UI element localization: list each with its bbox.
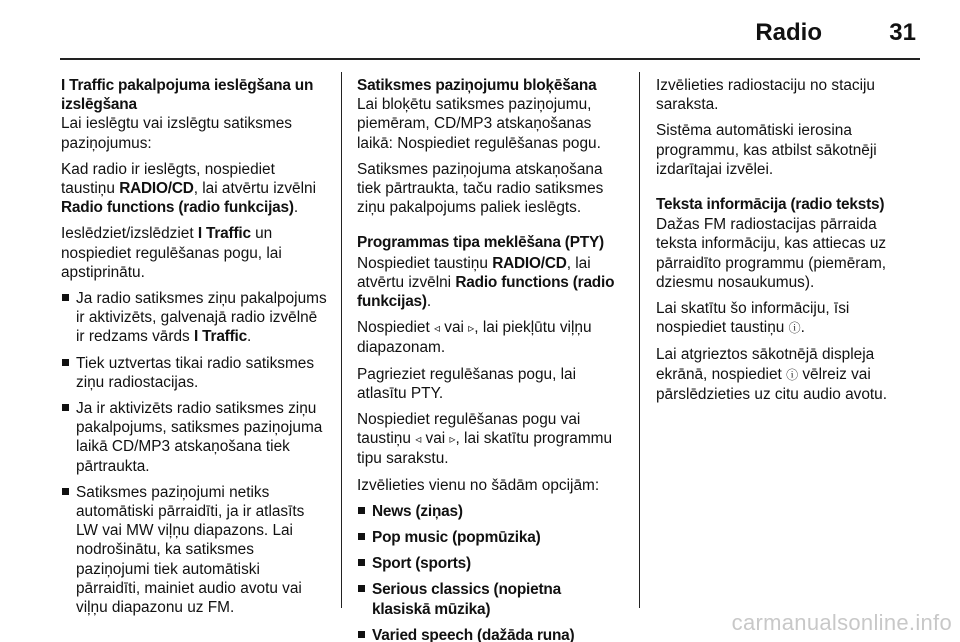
bullet-square-icon (62, 294, 69, 301)
bullet-item (61, 289, 327, 347)
option-item (357, 626, 623, 642)
page-header (60, 0, 920, 64)
bullet-square-icon (62, 359, 69, 366)
text: . (293, 199, 299, 217)
option-label: Sport (sports) (372, 555, 471, 573)
paragraph: Satiksmes paziņojuma atskaņošana tiek pārtraukta, taču radio satiksmes ziņu pakalpojums paliek ieslēgts. (357, 160, 604, 217)
option-label: Varied speech (dažāda runa) (372, 626, 575, 642)
info-icon: ⓘ (788, 321, 801, 336)
text: , lai atvērtu izvēlni (357, 254, 591, 291)
info-icon: ⓘ (786, 367, 799, 382)
bullet-square-icon (358, 533, 365, 540)
column-divider-2 (639, 72, 640, 608)
text: Satiksmes paziņojumi netiks automātiski pārraidīti, ja ir atlasīts LW vai MW viļņu diapazons. Lai nodrošinātu, ka satiksmes paziņojumi tiek automātiski pārraidīti, mainiet audio avotu vai viļņu diapazonu uz FM. (76, 483, 305, 617)
bullet-square-icon (62, 488, 69, 495)
page-number: 31 (889, 19, 916, 46)
text: , lai piekļūtu viļņu diapazonam. (357, 319, 592, 357)
option-item (357, 502, 623, 521)
paragraph (61, 224, 327, 282)
paragraph (656, 345, 922, 404)
option-item (357, 528, 623, 547)
text: Ja ir aktivizēts radio satiksmes ziņu pakalpojums, satiksmes paziņojuma laikā CD/MP3 atskaņošana tiek pārtraukta. (76, 400, 323, 475)
bullet-square-icon (358, 585, 365, 592)
paragraph: Pagrieziet regulēšanas pogu, lai atlasītu PTY. (357, 365, 577, 402)
section-heading-traffic: I Traffic pakalpojuma ieslēgšana un izslēgšana (61, 77, 314, 114)
text: Nospiediet regulēšanas pogu vai taustiņu (357, 411, 581, 448)
section-heading-blocking: Satiksmes paziņojumu bloķēšana (357, 77, 597, 94)
column-3 (656, 76, 922, 411)
column-1 (61, 76, 327, 624)
button-name: RADIO/CD (492, 254, 567, 272)
right-arrow-icon: ▹ (468, 321, 475, 336)
menu-name: Radio functions (radio funkcijas) (357, 273, 615, 311)
text: , lai atvērtu izvēlni (193, 180, 317, 198)
text: Ja radio satiksmes ziņu pakalpojums ir aktivizēts, galvenajā radio izvēlnē ir redzams vārds (76, 290, 327, 346)
menu-name: Radio functions (radio funkcijas) (61, 199, 294, 217)
text: . (426, 293, 432, 311)
text: vai (440, 319, 469, 337)
paragraph (656, 299, 922, 338)
bullet-square-icon (358, 559, 365, 566)
section-heading-radio-text: Teksta informācija (radio teksts) (656, 196, 885, 214)
option-label: Serious classics (nopietna klasiskā mūzika) (372, 581, 561, 618)
option-item (357, 554, 623, 573)
paragraph: Lai bloķētu satiksmes paziņojumu, piemēram, CD/MP3 atskaņošanas laikā: Nospiediet regulēšanas pogu. (357, 96, 601, 152)
setting-name: I Traffic (194, 328, 247, 346)
text: Nospiediet (357, 319, 434, 337)
section-heading-pty: Programmas tipa meklēšana (PTY) (357, 234, 604, 252)
bullet-item (61, 354, 327, 392)
text: Lai skatītu šo informāciju, īsi nospiediet taustiņu (656, 300, 850, 337)
text: vēlreiz vai pārslēdzieties uz citu audio avotu. (656, 365, 887, 403)
header-rule (60, 58, 920, 60)
paragraph: Lai ieslēgtu vai izslēgtu satiksmes paziņojumus: (61, 115, 292, 152)
text: Kad radio ir ieslēgts, nospiediet taustiņu (61, 160, 275, 198)
column-divider-1 (341, 72, 342, 608)
bullet-square-icon (62, 404, 69, 411)
paragraph (357, 410, 623, 469)
text: Lai atgrieztos sākotnējā displeja ekrānā, nospiediet (656, 346, 875, 383)
paragraph (61, 160, 327, 218)
paragraph: Izvēlieties radiostaciju no staciju saraksta. (656, 77, 875, 114)
button-name: RADIO/CD (119, 180, 194, 198)
paragraph: Izvēlieties vienu no šādām opcijām: (357, 476, 600, 494)
bullet-square-icon (358, 507, 365, 514)
text: . (800, 319, 805, 337)
text: Tiek uztvertas tikai radio satiksmes ziņu radiostacijas. (76, 354, 315, 391)
paragraph: Dažas FM radiostacijas pārraida teksta informāciju, kas attiecas uz pārraidīto programmu (piemēram, dziesmu nosaukumus). (656, 216, 887, 291)
left-arrow-icon: ◃ (434, 321, 441, 336)
watermark: carmanualsonline.info (731, 610, 952, 635)
option-item (357, 580, 623, 618)
right-arrow-icon: ▹ (449, 432, 456, 447)
paragraph: Sistēma automātiski ierosina programmu, kas atbilst sākotnēji izdarītajai izvēlei. (656, 122, 877, 178)
text: vai (421, 430, 450, 448)
bullet-item (61, 399, 327, 476)
text: Ieslēdziet/izslēdziet (61, 225, 198, 243)
text: , lai skatītu programmu tipu sarakstu. (357, 430, 613, 468)
text: un nospiediet regulēšanas pogu, lai apstiprinātu. (61, 225, 282, 281)
bullet-item (61, 483, 327, 617)
option-label: Pop music (popmūzika) (372, 529, 541, 547)
option-label: News (ziņas) (372, 502, 463, 520)
paragraph (357, 254, 623, 312)
text: Nospiediet taustiņu (357, 254, 493, 272)
text: . (246, 328, 252, 346)
setting-name: I Traffic (197, 225, 251, 243)
bullet-square-icon (358, 631, 365, 638)
column-2 (357, 76, 623, 642)
left-arrow-icon: ◃ (415, 432, 422, 447)
page-title: Radio (755, 19, 822, 46)
paragraph (357, 318, 623, 357)
